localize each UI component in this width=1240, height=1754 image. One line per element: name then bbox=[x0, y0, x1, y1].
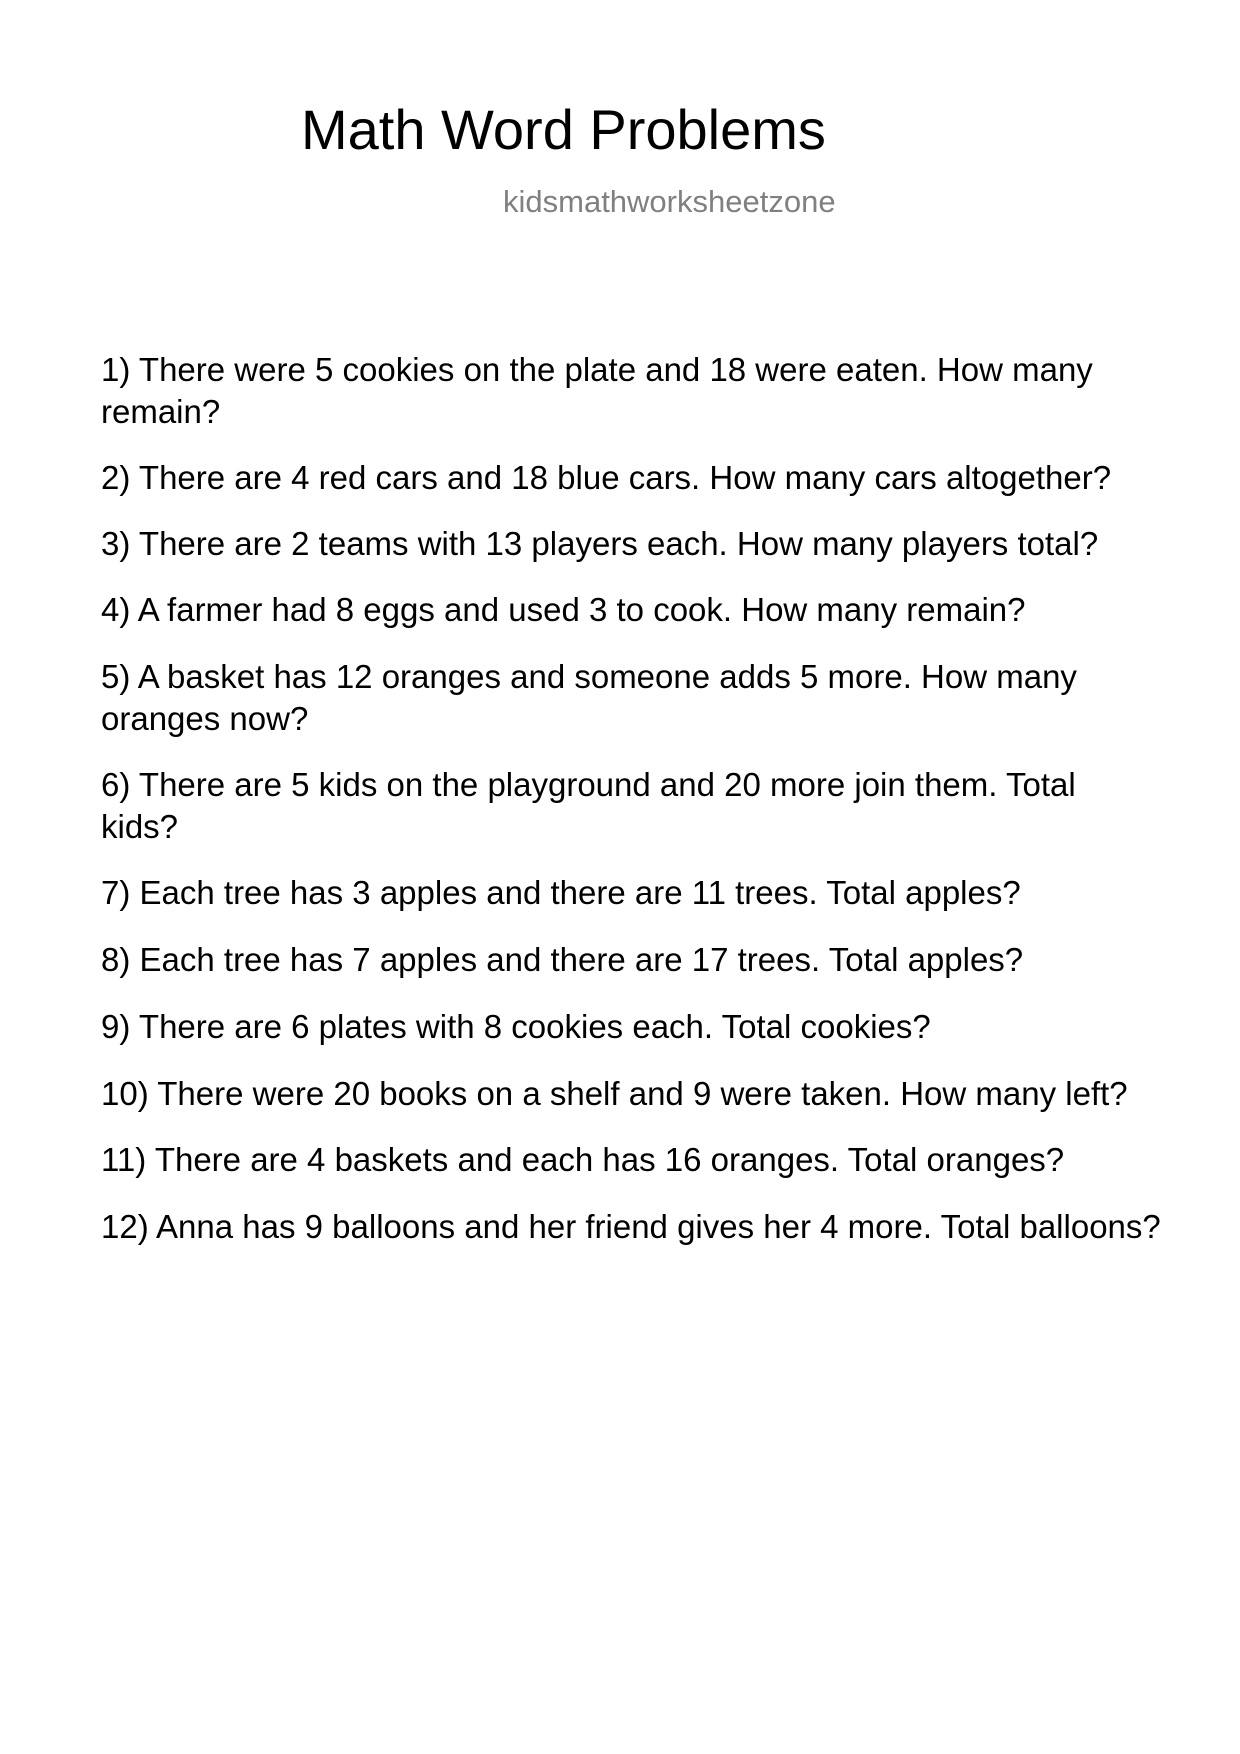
problem-item-9: 9) There are 6 plates with 8 cookies each. Total cookies? bbox=[101, 1008, 931, 1045]
problem-item-4: 4) A farmer had 8 eggs and used 3 to cook. How many remain? bbox=[101, 591, 1026, 628]
page-title: Math Word Problems bbox=[301, 98, 826, 161]
problem-item-8: 8) Each tree has 7 apples and there are 17 trees. Total apples? bbox=[101, 941, 1024, 978]
problem-item-2: 2) There are 4 red cars and 18 blue cars. How many cars altogether? bbox=[101, 459, 1112, 496]
source-label: kidsmathworksheetzone bbox=[503, 184, 836, 219]
problem-item-3: 3) There are 2 teams with 13 players each. How many players total? bbox=[101, 525, 1099, 562]
problem-item-10: 10) There were 20 books on a shelf and 9 were taken. How many left? bbox=[101, 1075, 1128, 1112]
problem-list bbox=[101, 349, 1161, 1272]
problem-item-12: 12) Anna has 9 balloons and her friend gives her 4 more. Total balloons? bbox=[101, 1208, 1161, 1245]
problem-item-7: 7) Each tree has 3 apples and there are 11 trees. Total apples? bbox=[101, 874, 1021, 911]
problem-item-5: 5) A basket has 12 oranges and someone adds 5 more. How many oranges now? bbox=[101, 658, 1077, 737]
problem-item-11: 11) There are 4 baskets and each has 16 oranges. Total oranges? bbox=[101, 1141, 1065, 1178]
problem-item-1: 1) There were 5 cookies on the plate and 18 were eaten. How many remain? bbox=[101, 351, 1093, 430]
problem-item-6: 6) There are 5 kids on the playground and 20 more join them. Total kids? bbox=[101, 766, 1076, 845]
